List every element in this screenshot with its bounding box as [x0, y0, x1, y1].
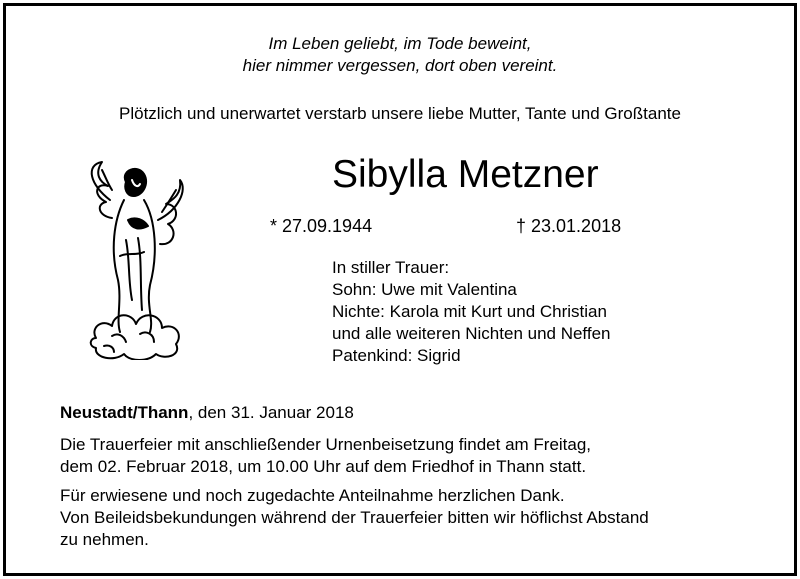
place-name: Neustadt/Thann [60, 403, 189, 422]
poem-line-2: hier nimmer vergessen, dort oben vereint. [242, 56, 558, 75]
mourners-line: Sohn: Uwe mit Valentina [332, 280, 517, 299]
mourners-line: In stiller Trauer: [332, 258, 450, 277]
poem-line-1: Im Leben geliebt, im Tode beweint, [268, 34, 532, 53]
mourners-line: Patenkind: Sigrid [332, 346, 461, 365]
angel-icon [80, 160, 190, 360]
mourners-line: Nichte: Karola mit Kurt und Christian [332, 302, 607, 321]
thanks-line: Von Beileidsbekundungen während der Trauerfeier bitten wir höflichst Abstand [60, 508, 649, 527]
birth-date: * 27.09.1944 [270, 216, 373, 236]
ceremony-line: Die Trauerfeier mit anschließender Urnenbeisetzung findet am Freitag, [60, 435, 592, 454]
mourners-line: und alle weiteren Nichten und Neffen [332, 324, 611, 343]
ceremony-line: dem 02. Februar 2018, um 10.00 Uhr auf dem Friedhof in Thann statt. [60, 457, 587, 476]
intro-text: Plötzlich und unerwartet verstarb unsere liebe Mutter, Tante und Großtante [119, 104, 681, 123]
thanks-line: Für erwiesene und noch zugedachte Anteilnahme herzlichen Dank. [60, 486, 565, 505]
place-date-line [60, 404, 354, 421]
thanks-line: zu nehmen. [60, 530, 149, 549]
deceased-name: Sibylla Metzner [332, 153, 599, 196]
death-date: † 23.01.2018 [516, 216, 622, 236]
date-text: , den 31. Januar 2018 [188, 403, 354, 422]
